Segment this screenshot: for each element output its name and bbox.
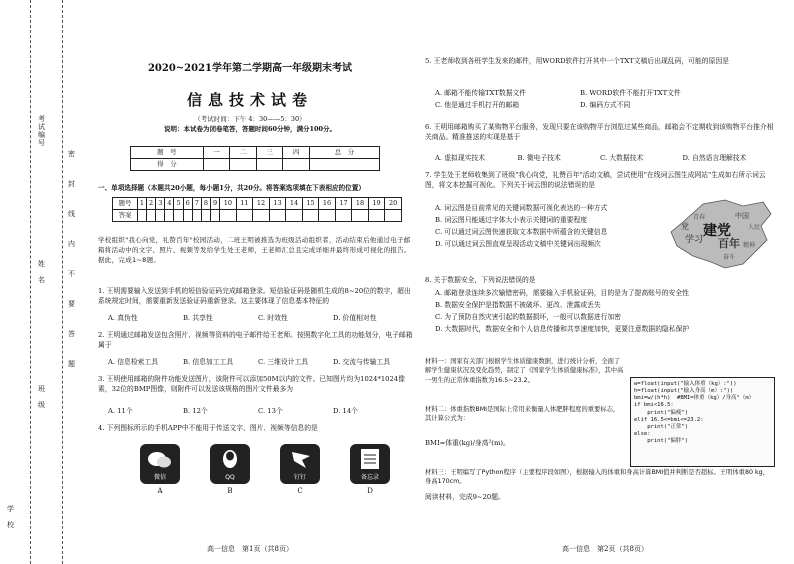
score-cell[interactable] <box>256 159 283 171</box>
option[interactable]: A. 真伪性 <box>108 314 138 322</box>
option[interactable]: D. 自然语言理解技术 <box>682 154 747 162</box>
option[interactable]: D. 14个 <box>333 407 358 415</box>
cloud-word: 青春 <box>693 214 706 221</box>
cut-line <box>30 0 31 564</box>
page-footer: 高一信息 第2页（共8页） <box>562 545 648 553</box>
answer-cell[interactable] <box>183 210 192 222</box>
question-6-options <box>435 154 765 163</box>
option[interactable]: D. 大数据时代，数据安全和个人信息传播和共享速度加快，更要注意数据的隐私保护 <box>435 324 690 333</box>
exam-time: （考试时间：下午 4：30——5：30） <box>194 115 306 123</box>
answer-cell[interactable] <box>319 210 336 222</box>
class-label: 班 级 <box>37 385 46 409</box>
answer-head: 题号 <box>113 198 138 210</box>
page-2 <box>425 0 785 564</box>
answer-cell[interactable] <box>269 210 286 222</box>
option[interactable]: D. 可以通过词云图直观呈现活动文稿中关键词出现频次 <box>435 239 601 248</box>
answer-cell[interactable] <box>302 210 319 222</box>
seal-line <box>62 0 63 564</box>
answer-cell[interactable] <box>253 210 270 222</box>
answer-number: 8 <box>201 198 210 210</box>
score-head: 总 分 <box>310 147 380 159</box>
score-cell[interactable] <box>283 159 310 171</box>
app-letter: B <box>227 487 233 495</box>
option[interactable]: D. 价值相对性 <box>333 314 377 322</box>
answer-number: 12 <box>253 198 270 210</box>
option[interactable]: D. 交流与传输工具 <box>333 358 391 366</box>
answer-number: 7 <box>192 198 201 210</box>
cloud-word: 党 <box>681 222 689 231</box>
option[interactable]: B. 12个 <box>183 407 208 415</box>
option[interactable]: A. 虚拟现实技术 <box>435 154 486 162</box>
score-table <box>130 146 380 171</box>
option[interactable]: C. 大数据技术 <box>600 154 644 162</box>
answer-number: 4 <box>165 198 174 210</box>
option[interactable]: C. 时效性 <box>258 314 288 322</box>
option[interactable]: B. 数据安全保护是指数据不被破坏、更改、泄露或丢失 <box>435 300 601 309</box>
option[interactable]: C. 他是通过手机打开的邮箱 <box>435 100 520 109</box>
option[interactable]: A. 词云图是目前常见的关键词数据可视化表达的一种方式 <box>435 204 608 212</box>
word-cloud-image <box>663 192 775 274</box>
question-6: 6. 王明用邮箱购买了某购物平台服务，发现只要在该购物平台浏览过某些商品，邮箱会不定期收到该购物平台推介相关商品。精准推送的实现是基于 <box>425 123 774 142</box>
answer-cell[interactable] <box>201 210 210 222</box>
material-2: 材料二：体重指数BMI是国际上常用来衡量人体肥胖程度的重要标志，其计算公式为： <box>425 406 620 423</box>
answer-cell[interactable] <box>286 210 303 222</box>
answer-number: 18 <box>352 198 369 210</box>
answer-number: 13 <box>269 198 286 210</box>
option[interactable]: B. 词云图只能通过字体大小表示关键词的重要程度 <box>435 215 588 224</box>
answer-cell[interactable] <box>352 210 369 222</box>
score-label: 得 分 <box>131 159 204 171</box>
answer-number: 6 <box>183 198 192 210</box>
cloud-word-main: 建党 <box>703 223 731 239</box>
option[interactable]: B. 微电子技术 <box>517 154 561 162</box>
question-5-options <box>435 88 725 111</box>
option[interactable]: A. 信息检索工具 <box>108 358 159 366</box>
answer-table <box>112 197 402 222</box>
cloud-word: 精神 <box>743 242 756 249</box>
score-cell[interactable] <box>203 159 230 171</box>
binding-strip <box>0 0 90 564</box>
question-3-options <box>108 407 408 416</box>
option[interactable]: B. 信息加工工具 <box>183 358 234 366</box>
score-cell[interactable] <box>310 159 380 171</box>
option[interactable]: A. 11个 <box>108 407 133 415</box>
answer-cell[interactable] <box>211 210 220 222</box>
option[interactable]: A. 邮箱登录连续多次输错密码，需要输入手机验证码，目的是为了提高账号的安全性 <box>435 289 689 297</box>
answer-number: 20 <box>385 198 402 210</box>
answer-cell[interactable] <box>220 210 237 222</box>
answer-cell[interactable] <box>156 210 165 222</box>
question-7: 7. 学生处王老师收集到了班级"我心向党，礼赞百年"活动文稿，尝试使用"在线词云图生成网站"生成如右所示词云图，将文本挖掘可视化。下列关于词云图的说法错误的是 <box>425 171 766 190</box>
question-2: 2. 王明通过邮箱发送包含照片、视频等资料的电子邮件给王老师。按照数字化工具的功能划分，电子邮箱属于 <box>98 331 413 350</box>
answer-cell[interactable] <box>236 210 253 222</box>
question-3: 3. 王明使用邮箱的附件功能发送图片，该附件可以添加50M以内的文件。已知图片均为1024*1024像素，32位的BMP图像，则附件可以发送该规格的图片文件最多为 <box>98 375 405 394</box>
reading-instruction: 阅读材料，完成9~20题。 <box>425 493 505 501</box>
answer-cell[interactable] <box>174 210 183 222</box>
cloud-word: 中国 <box>735 212 749 220</box>
option[interactable]: C. 可以通过词云图快速获取文本数据中所蕴含的关键信息 <box>435 227 608 236</box>
seal-warning: 密 封 线 内 不 要 答 题 <box>67 150 76 375</box>
option[interactable]: C. 三维设计工具 <box>258 358 309 366</box>
answer-number: 15 <box>302 198 319 210</box>
material-1: 材料一：国家有关部门根据学生体质健康数据，进行统计分析，全面了解学生健康状况及变化趋势，制定了《国家学生体质健康标准》，其中高一男生的正常体重指数为16.5~23.2。 <box>425 358 624 384</box>
cloud-word: 学习 <box>685 235 704 245</box>
score-head: 题 号 <box>131 147 204 159</box>
option[interactable]: C. 13个 <box>258 407 283 415</box>
app-letter: C <box>297 487 303 495</box>
answer-label: 答案 <box>113 210 138 222</box>
option[interactable]: B. WORD软件不能打开TXT文件 <box>580 89 681 97</box>
answer-number: 5 <box>174 198 183 210</box>
material-3: 材料三：王明编写了Python程序（主要程序段如图），根据输入的体重和身高计算BMI值并判断是否超标。王明体重80 kg，身高170cm。 <box>425 469 769 486</box>
app-letter: D <box>367 487 373 495</box>
question-7-options <box>435 203 660 251</box>
option[interactable]: A. 邮箱不能传输TXT数据文件 <box>435 89 527 97</box>
answer-number: 14 <box>286 198 303 210</box>
page-1 <box>90 0 420 564</box>
answer-number: 10 <box>220 198 237 210</box>
dingtalk-icon: 钉钉 <box>280 444 320 484</box>
qq-icon: QQ <box>210 444 250 484</box>
cloud-word: 奋斗 <box>723 254 736 261</box>
answer-cell[interactable] <box>147 210 156 222</box>
score-head: 一 <box>203 147 230 159</box>
option[interactable]: B. 共享性 <box>183 314 213 322</box>
option[interactable]: C. 为了预防自然灾害引起的数据损坏，一般可以数据进行加密 <box>435 312 621 321</box>
app-option-d[interactable] <box>350 444 390 496</box>
question-1: 1. 王明需要输入发送到手机的短信验证码完成邮箱登录。短信验证码是随机生成的8~20位的数字，超出系统规定时间，需要重新发送验证码重新登录。这主要体现了信息基本特征的 <box>98 287 411 306</box>
intro-paragraph: 学校组织"我心向党，礼赞百年"校园活动，二班王明被推选为班级活动组织者，活动结束后他通过电子邮箱将活动中的文字、照片、视频等发给学生处王老师，王老师汇总且完成详细并最终形成可视化的报告。据此，完成1~8题。 <box>98 236 411 264</box>
question-8: 8. 关于数据安全，下列说法错误的是 <box>425 276 536 284</box>
bmi-formula: BMI=体重(kg)/身高²(m)。 <box>425 439 510 447</box>
wechat-icon: 微信 <box>140 444 180 484</box>
notes-icon: 备忘录 <box>350 444 390 484</box>
answer-number: 19 <box>368 198 385 210</box>
score-cell[interactable] <box>230 159 257 171</box>
answer-cell[interactable] <box>385 210 402 222</box>
exam-note: 说明：本试卷为闭卷笔答，答题时间60分钟，满分100分。 <box>163 125 337 133</box>
answer-number: 3 <box>156 198 165 210</box>
answer-cell[interactable] <box>368 210 385 222</box>
app-letter: A <box>157 487 163 495</box>
cloud-word: 人民 <box>748 224 761 231</box>
answer-cell[interactable] <box>165 210 174 222</box>
score-head: 三 <box>256 147 283 159</box>
question-8-options <box>435 288 780 336</box>
answer-number: 17 <box>335 198 352 210</box>
section-1-heading: 一、单项选择题（本题共20小题，每小题1分，共20分。将答案选项填在下表相应的位置） <box>98 184 365 192</box>
answer-number: 2 <box>147 198 156 210</box>
answer-number: 1 <box>137 198 146 210</box>
app-option-a[interactable] <box>140 444 180 496</box>
subject-title: 信息技术试卷 <box>186 91 313 109</box>
app-icons <box>140 444 390 504</box>
answer-number: 9 <box>211 198 220 210</box>
score-head: 四 <box>283 147 310 159</box>
question-5: 5. 王老师收到各班学生发来的邮件，用WORD软件打开其中一个TXT文稿后出现乱码，可能的原因是 <box>425 57 729 65</box>
answer-cell[interactable] <box>335 210 352 222</box>
answer-cell[interactable] <box>192 210 201 222</box>
page-footer: 高一信息 第1页（共8页） <box>207 545 293 553</box>
exam-title: 2020~2021学年第二学期高一年级期末考试 <box>147 63 353 74</box>
python-code-box: w=float(input("输入体重（kg）:")) h=float(input("输入身高（m）:")) bmi=w/(h*h) #BMI=体重（kg）/身高²（m） if bmi<16.5: print("偏瘦") elif 16.5<=bmi<=23.2: print("正常") else: print("偏胖") <box>630 377 775 467</box>
school-label: 学 校 <box>6 505 15 529</box>
cloud-word: 百年 <box>718 237 740 250</box>
score-head: 二 <box>230 147 257 159</box>
answer-number: 11 <box>236 198 253 210</box>
exam-number-label: 考试编号 <box>37 115 46 147</box>
option[interactable]: D. 编码方式不同 <box>580 100 631 109</box>
answer-number: 16 <box>319 198 336 210</box>
app-option-b[interactable] <box>210 444 250 496</box>
name-label: 姓 名 <box>37 260 46 284</box>
question-1-options <box>108 314 408 323</box>
app-option-c[interactable] <box>280 444 320 496</box>
question-4: 4. 下列图标所示的手机APP中不能用于传送文字、图片、视频等信息的是 <box>98 424 318 432</box>
answer-cell[interactable] <box>137 210 146 222</box>
question-2-options <box>108 358 408 367</box>
